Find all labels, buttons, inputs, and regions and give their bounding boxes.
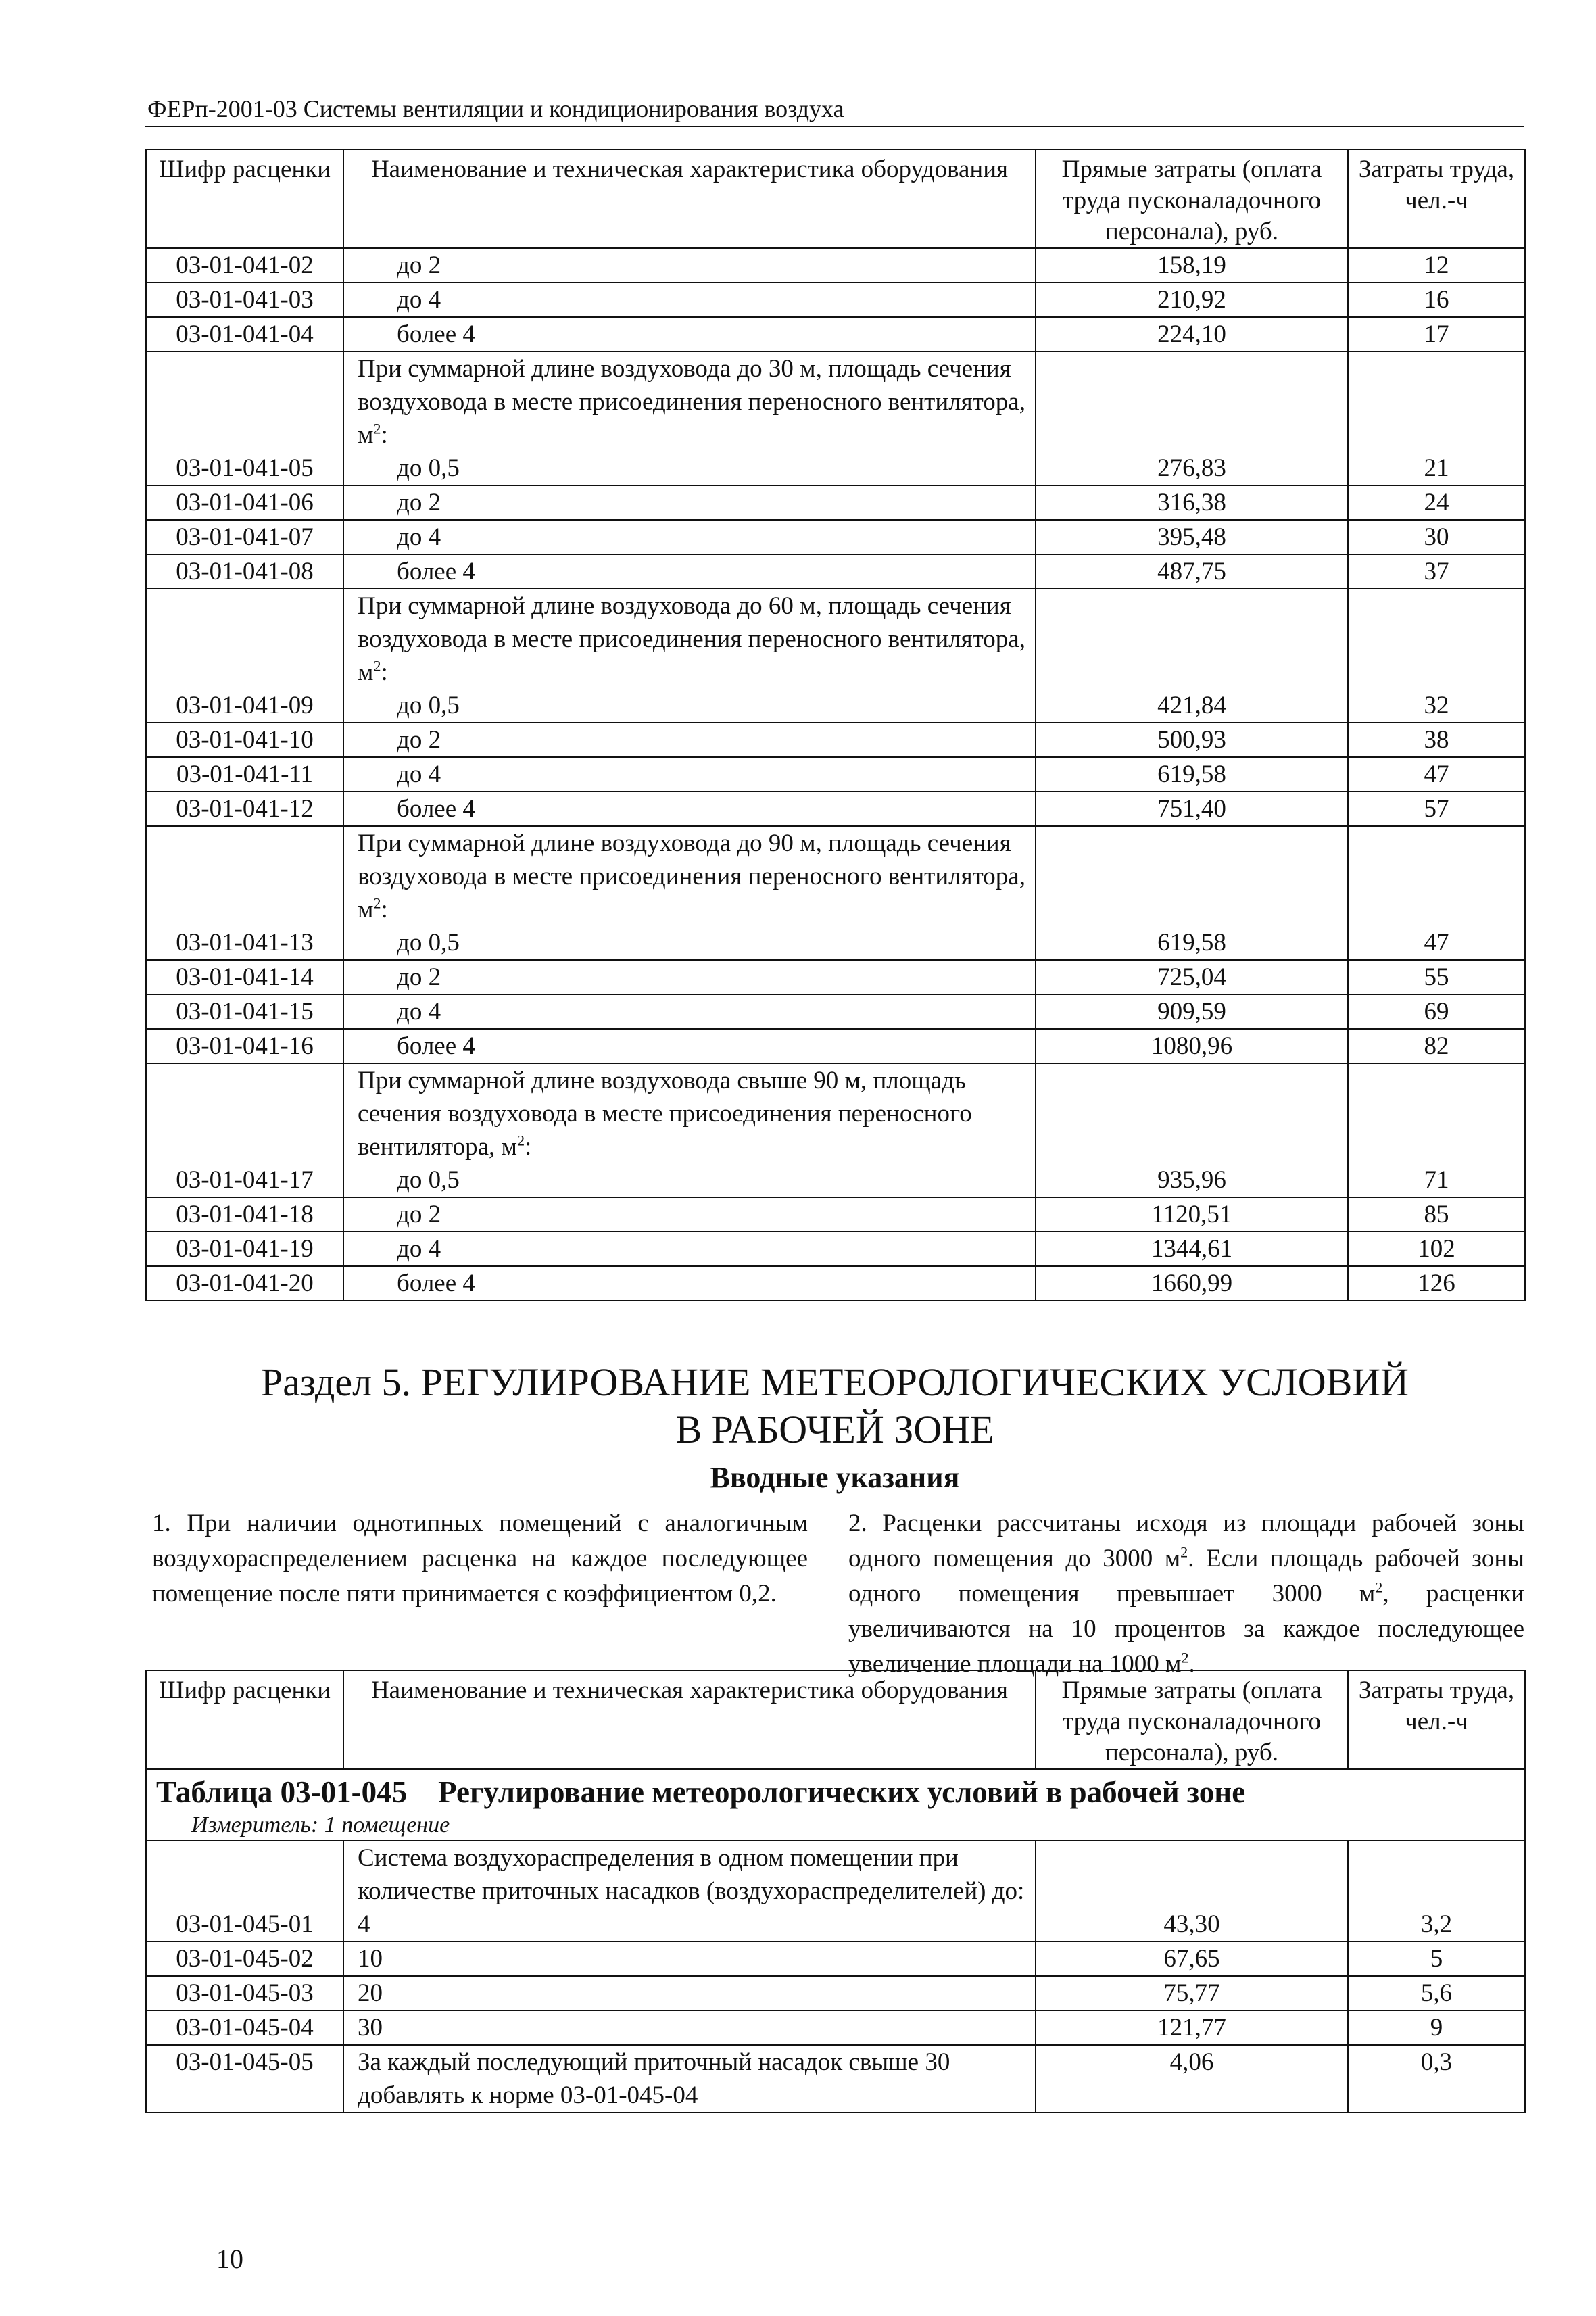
col-header-name: Наименование и техническая характеристика оборудования bbox=[343, 149, 1036, 248]
row-code: 03-01-041-04 bbox=[146, 317, 343, 352]
table-body bbox=[146, 1769, 1525, 2113]
row-labor: 12 bbox=[1348, 248, 1525, 283]
running-header: ФЕРп-2001-03 Системы вентиляции и кондиционирования воздуха bbox=[147, 95, 844, 122]
row-cost: 1660,99 bbox=[1036, 1266, 1348, 1301]
row-cost: 1344,61 bbox=[1036, 1232, 1348, 1266]
row-code: 03-01-045-05 bbox=[146, 2045, 343, 2113]
row-code: 03-01-041-12 bbox=[146, 792, 343, 826]
row-labor: 9 bbox=[1348, 2010, 1525, 2045]
row-labor: 3,2 bbox=[1348, 1841, 1525, 1941]
table-row bbox=[146, 520, 1525, 554]
table-row bbox=[146, 317, 1525, 352]
table-row bbox=[146, 723, 1525, 757]
table-row bbox=[146, 283, 1525, 317]
row-name-value: до 4 bbox=[397, 286, 441, 314]
row-code: 03-01-045-04 bbox=[146, 2010, 343, 2045]
row-cost: 619,58 bbox=[1036, 757, 1348, 792]
row-cost: 751,40 bbox=[1036, 792, 1348, 826]
col-header-code: Шифр расценки bbox=[146, 149, 343, 248]
table-row bbox=[146, 994, 1525, 1029]
row-labor: 85 bbox=[1348, 1197, 1525, 1232]
table-row bbox=[146, 757, 1525, 792]
col-header-code: Шифр расценки bbox=[146, 1670, 343, 1769]
row-name-value: более 4 bbox=[397, 320, 475, 348]
row-name-value: более 4 bbox=[397, 795, 475, 823]
row-labor: 69 bbox=[1348, 994, 1525, 1029]
row-name-value: до 2 bbox=[397, 726, 441, 754]
row-code: 03-01-041-07 bbox=[146, 520, 343, 554]
row-name bbox=[343, 792, 1036, 826]
row-code: 03-01-041-18 bbox=[146, 1197, 343, 1232]
row-code: 03-01-041-09 bbox=[146, 589, 343, 723]
row-name bbox=[343, 352, 1036, 485]
row-name-value: более 4 bbox=[397, 558, 475, 585]
table-row bbox=[146, 554, 1525, 589]
row-name-value: до 2 bbox=[397, 489, 441, 516]
row-name-value: 10 bbox=[358, 1945, 383, 1973]
row-labor: 37 bbox=[1348, 554, 1525, 589]
page-number: 10 bbox=[216, 2244, 243, 2274]
row-labor: 17 bbox=[1348, 317, 1525, 352]
row-name bbox=[343, 485, 1036, 520]
row-name bbox=[343, 1976, 1036, 2010]
row-code: 03-01-041-16 bbox=[146, 1029, 343, 1063]
intro-paragraph-2: 2. Расценки рассчитаны исходя из площади рабочей зоны одного помещения до 3000 $м^2$. Если площадь рабочей зоны одного помещения превышает 3000 $м^2$, расценки увеличиваются на 10 процентов за каждое последующее увеличение площади на 1000 $м^2$. bbox=[848, 1510, 1524, 1678]
row-cost: 725,04 bbox=[1036, 960, 1348, 994]
table-row bbox=[146, 2010, 1525, 2045]
group-caption: При суммарной длине воздуховода до 90 м, площадь сечения воздуховода в месте присоединения переносного вентилятора, $м^2$: bbox=[358, 829, 1025, 923]
row-name bbox=[343, 283, 1036, 317]
row-name bbox=[343, 554, 1036, 589]
row-name-value: 20 bbox=[358, 1979, 383, 2007]
row-name bbox=[343, 1941, 1036, 1976]
table-row bbox=[146, 1197, 1525, 1232]
row-name-value: до 4 bbox=[397, 523, 441, 551]
table-row bbox=[146, 960, 1525, 994]
row-code: 03-01-041-10 bbox=[146, 723, 343, 757]
row-cost: 121,77 bbox=[1036, 2010, 1348, 2045]
table-row bbox=[146, 485, 1525, 520]
row-labor: 47 bbox=[1348, 826, 1525, 960]
col-header-cost: Прямые затраты (оплата труда пусконаладочного персонала), руб. bbox=[1036, 149, 1348, 248]
row-labor: 24 bbox=[1348, 485, 1525, 520]
row-labor: 30 bbox=[1348, 520, 1525, 554]
row-cost: 500,93 bbox=[1036, 723, 1348, 757]
row-cost: 619,58 bbox=[1036, 826, 1348, 960]
row-name bbox=[343, 248, 1036, 283]
table-header-row bbox=[146, 149, 1525, 248]
row-cost: 909,59 bbox=[1036, 994, 1348, 1029]
measure-value: 1 помещение bbox=[324, 1812, 450, 1837]
table-row bbox=[146, 1841, 1525, 1941]
row-labor: 16 bbox=[1348, 283, 1525, 317]
row-name-value: до 4 bbox=[397, 761, 441, 788]
row-name bbox=[343, 994, 1036, 1029]
table-number: Таблица 03-01-045 bbox=[156, 1775, 408, 1809]
row-cost: 276,83 bbox=[1036, 352, 1348, 485]
table-row bbox=[146, 589, 1525, 723]
row-name-value: до 0,5 bbox=[397, 929, 460, 957]
row-name-value: до 2 bbox=[397, 251, 441, 279]
row-code: 03-01-045-01 bbox=[146, 1841, 343, 1941]
section-title-line1: Раздел 5. РЕГУЛИРОВАНИЕ МЕТЕОРОЛОГИЧЕСКИХ УСЛОВИЙ bbox=[260, 1360, 1409, 1404]
row-labor: 71 bbox=[1348, 1063, 1525, 1197]
row-name-value: 4 bbox=[358, 1910, 370, 1938]
row-cost: 43,30 bbox=[1036, 1841, 1348, 1941]
row-labor: 57 bbox=[1348, 792, 1525, 826]
group-caption: При суммарной длине воздуховода свыше 90 м, площадь сечения воздуховода в месте присоединения переносного вентилятора, $м^2$: bbox=[358, 1067, 972, 1161]
row-code: 03-01-041-06 bbox=[146, 485, 343, 520]
header-rule bbox=[145, 126, 1524, 127]
table-title: Регулирование метеорологических условий в рабочей зоне bbox=[438, 1775, 1246, 1809]
row-code: 03-01-041-02 bbox=[146, 248, 343, 283]
group-caption: При суммарной длине воздуховода до 30 м, площадь сечения воздуховода в месте присоединения переносного вентилятора, $м^2$: bbox=[358, 355, 1025, 449]
intro-paragraph-1: 1. При наличии однотипных помещений с аналогичным воздухораспределением расценка на каждое последующее помещение после пяти принимается с коэффициентом 0,2. bbox=[152, 1510, 808, 1608]
table-row bbox=[146, 352, 1525, 485]
row-name-value: до 4 bbox=[397, 1235, 441, 1263]
table-row bbox=[146, 826, 1525, 960]
row-cost: 395,48 bbox=[1036, 520, 1348, 554]
row-cost: 75,77 bbox=[1036, 1976, 1348, 2010]
col-header-cost: Прямые затраты (оплата труда пусконаладочного персонала), руб. bbox=[1036, 1670, 1348, 1769]
row-code: 03-01-041-14 bbox=[146, 960, 343, 994]
row-labor: 55 bbox=[1348, 960, 1525, 994]
row-cost: 316,38 bbox=[1036, 485, 1348, 520]
row-name-value: более 4 bbox=[397, 1032, 475, 1060]
measure-label: Измеритель: bbox=[191, 1812, 319, 1837]
row-labor: 0,3 bbox=[1348, 2045, 1525, 2113]
row-name-value: 30 bbox=[358, 2014, 383, 2042]
row-name bbox=[343, 1232, 1036, 1266]
table-row bbox=[146, 792, 1525, 826]
row-labor: 126 bbox=[1348, 1266, 1525, 1301]
table-title-row bbox=[146, 1769, 1525, 1841]
row-code: 03-01-045-02 bbox=[146, 1941, 343, 1976]
table-row bbox=[146, 1941, 1525, 1976]
row-cost: 1120,51 bbox=[1036, 1197, 1348, 1232]
row-cost: 158,19 bbox=[1036, 248, 1348, 283]
row-name bbox=[343, 826, 1036, 960]
row-labor: 82 bbox=[1348, 1029, 1525, 1063]
col-header-name: Наименование и техническая характеристика оборудования bbox=[343, 1670, 1036, 1769]
row-name-value: до 2 bbox=[397, 963, 441, 991]
row-code: 03-01-045-03 bbox=[146, 1976, 343, 2010]
row-labor: 5,6 bbox=[1348, 1976, 1525, 2010]
row-labor: 5 bbox=[1348, 1941, 1525, 1976]
row-name bbox=[343, 317, 1036, 352]
row-name-value: более 4 bbox=[397, 1270, 475, 1297]
row-cost: 421,84 bbox=[1036, 589, 1348, 723]
row-cost: 224,10 bbox=[1036, 317, 1348, 352]
row-cost: 1080,96 bbox=[1036, 1029, 1348, 1063]
row-code: 03-01-041-03 bbox=[146, 283, 343, 317]
rates-table-041 bbox=[145, 149, 1526, 1301]
group-caption: При суммарной длине воздуховода до 60 м, площадь сечения воздуховода в месте присоединения переносного вентилятора, $м^2$: bbox=[358, 592, 1025, 686]
row-code: 03-01-041-08 bbox=[146, 554, 343, 589]
row-code: 03-01-041-05 bbox=[146, 352, 343, 485]
row-name bbox=[343, 2010, 1036, 2045]
table-row bbox=[146, 1232, 1525, 1266]
table-row bbox=[146, 1063, 1525, 1197]
row-labor: 47 bbox=[1348, 757, 1525, 792]
row-name bbox=[343, 589, 1036, 723]
row-code: 03-01-041-13 bbox=[146, 826, 343, 960]
row-name bbox=[343, 1197, 1036, 1232]
row-code: 03-01-041-17 bbox=[146, 1063, 343, 1197]
row-name bbox=[343, 1266, 1036, 1301]
row-name-value: до 0,5 bbox=[397, 692, 460, 719]
row-cost: 4,06 bbox=[1036, 2045, 1348, 2113]
table-header-row bbox=[146, 1670, 1525, 1769]
group-caption: Система воздухораспределения в одном помещении при количестве приточных насадков (воздухораспределителей) до: bbox=[358, 1844, 1025, 1905]
row-cost: 210,92 bbox=[1036, 283, 1348, 317]
rates-table-045 bbox=[145, 1670, 1526, 2113]
row-code: 03-01-041-19 bbox=[146, 1232, 343, 1266]
table-row bbox=[146, 2045, 1525, 2113]
row-name bbox=[343, 520, 1036, 554]
row-labor: 21 bbox=[1348, 352, 1525, 485]
table-row bbox=[146, 1029, 1525, 1063]
row-name bbox=[343, 1029, 1036, 1063]
col-header-labor: Затраты труда, чел.-ч bbox=[1348, 149, 1525, 248]
table-row bbox=[146, 1976, 1525, 2010]
row-cost: 487,75 bbox=[1036, 554, 1348, 589]
row-cost: 935,96 bbox=[1036, 1063, 1348, 1197]
row-code: 03-01-041-15 bbox=[146, 994, 343, 1029]
row-name bbox=[343, 1841, 1036, 1941]
row-code: 03-01-041-20 bbox=[146, 1266, 343, 1301]
row-name: За каждый последующий приточный насадок свыше 30 добавлять к норме 03-01-045-04 bbox=[343, 2045, 1036, 2113]
row-code: 03-01-041-11 bbox=[146, 757, 343, 792]
table-body bbox=[146, 248, 1525, 1301]
row-labor: 32 bbox=[1348, 589, 1525, 723]
section-title-line2: В РАБОЧЕЙ ЗОНЕ bbox=[675, 1407, 994, 1451]
row-labor: 38 bbox=[1348, 723, 1525, 757]
row-cost: 67,65 bbox=[1036, 1941, 1348, 1976]
row-name bbox=[343, 1063, 1036, 1197]
row-name bbox=[343, 757, 1036, 792]
table-row bbox=[146, 248, 1525, 283]
row-name-value: до 0,5 bbox=[397, 1166, 460, 1194]
table-row bbox=[146, 1266, 1525, 1301]
row-name bbox=[343, 723, 1036, 757]
col-header-labor: Затраты труда, чел.-ч bbox=[1348, 1670, 1525, 1769]
row-labor: 102 bbox=[1348, 1232, 1525, 1266]
intro-title: Вводные указания bbox=[710, 1461, 960, 1494]
row-name-value: до 2 bbox=[397, 1201, 441, 1228]
row-name-value: до 0,5 bbox=[397, 454, 460, 482]
row-name-value: до 4 bbox=[397, 998, 441, 1026]
row-name bbox=[343, 960, 1036, 994]
